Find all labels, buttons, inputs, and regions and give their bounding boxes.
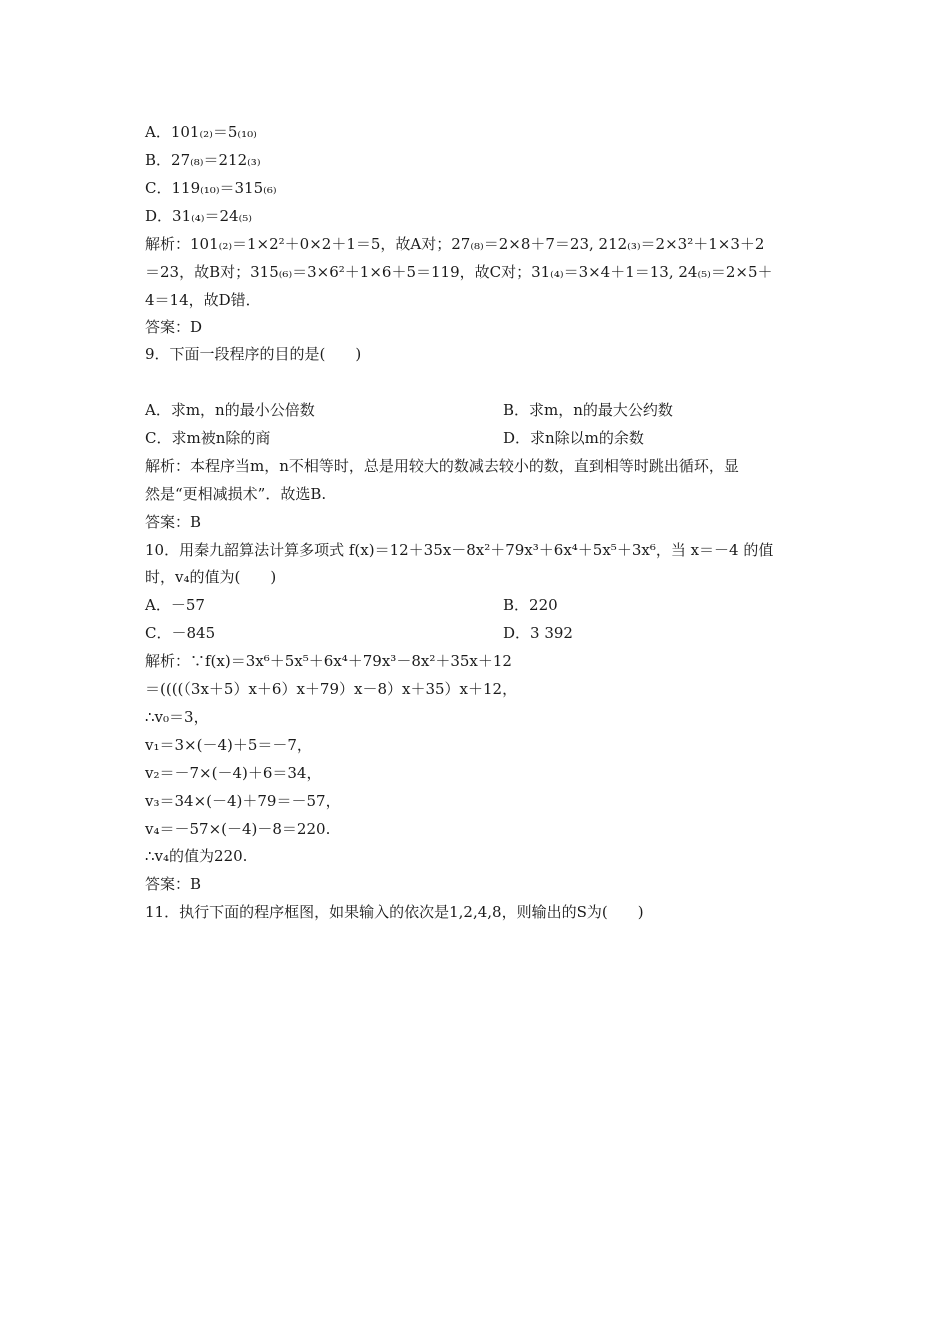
q8-option-a: A．101₍₂₎＝5₍₁₀₎ (145, 123, 257, 141)
q9-option-c: C．求m被n除的商 (145, 429, 271, 447)
q9-option-d: D．求n除以m的余数 (503, 429, 644, 447)
q10-solution-line-1: 解析：∵f(x)＝3x⁶＋5x⁵＋6x⁴＋79x³－8x²＋35x＋12 (145, 652, 512, 670)
q8-option-c: C．119₍₁₀₎＝315₍₆₎ (145, 179, 277, 197)
q9-solution-line-2: 然是“更相减损术”．故选B. (145, 485, 327, 503)
q9-stem: 9．下面一段程序的目的是( ) (145, 345, 362, 363)
q10-solution-line-8: ∴v₄的值为220. (145, 847, 248, 865)
q10-answer: 答案：B (145, 875, 202, 893)
q10-solution-line-3: ∴v₀＝3， (145, 708, 209, 726)
q10-option-a: A．－57 (145, 596, 205, 614)
q11-stem: 11．执行下面的程序框图，如果输入的依次是1,2,4,8，则输出的S为( ) (145, 903, 644, 921)
q8-solution-line-3: 4＝14，故D错． (145, 291, 261, 309)
q10-option-b: B．220 (503, 596, 558, 614)
q10-option-c: C．－845 (145, 624, 216, 642)
q10-solution-line-7: v₄＝－57×(－4)－8＝220. (145, 820, 331, 838)
q9-solution-line-1: 解析：本程序当m，n不相等时，总是用较大的数减去较小的数，直到相等时跳出循环，显 (145, 457, 739, 475)
q8-option-d: D．31₍₄₎＝24₍₅₎ (145, 207, 252, 225)
q10-solution-line-4: v₁＝3×(－4)＋5＝－7， (145, 736, 312, 754)
q10-stem-line-2: 时，v₄的值为( ) (145, 568, 277, 586)
q8-answer: 答案：D (145, 318, 203, 336)
q8-solution-line-1: 解析：101₍₂₎＝1×2²＋0×2＋1＝5，故A对；27₍₈₎＝2×8＋7＝23, 212₍₃₎＝2×3²＋1×3＋2 (145, 235, 765, 253)
q8-solution-line-2: ＝23，故B对；315₍₆₎＝3×6²＋1×6＋5＝119，故C对；31₍₄₎＝3×4＋1＝13, 24₍₅₎＝2×5＋ (145, 263, 773, 281)
q10-solution-line-5: v₂＝－7×(－4)＋6＝34， (145, 764, 322, 782)
q9-answer: 答案：B (145, 513, 202, 531)
q9-option-b: B．求m，n的最大公约数 (503, 401, 673, 419)
q10-option-d: D．3 392 (503, 624, 573, 642)
q10-stem-line-1: 10．用秦九韶算法计算多项式 f(x)＝12＋35x－8x²＋79x³＋6x⁴＋5x⁵＋3x⁶，当 x＝－4 的值 (145, 541, 774, 559)
q9-option-a: A．求m，n的最小公倍数 (145, 401, 315, 419)
q10-solution-line-2: ＝((((（3x＋5）x＋6）x＋79）x－8）x＋35）x＋12， (145, 680, 518, 698)
q10-solution-line-6: v₃＝34×(－4)＋79＝－57， (145, 792, 341, 810)
q8-option-b: B．27₍₈₎＝212₍₃₎ (145, 151, 261, 169)
